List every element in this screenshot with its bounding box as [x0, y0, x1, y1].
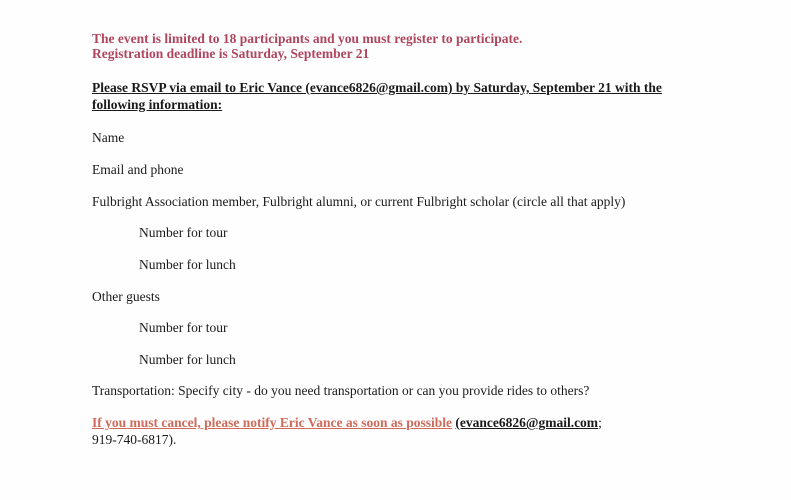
cancellation-email: (evance6826@gmail.com [455, 415, 599, 430]
field-transportation: Transportation: Specify city - do you need transportation or can you provide rides to others? [92, 383, 590, 398]
cancellation-notice [92, 415, 602, 431]
cancellation-separator: ; [598, 415, 602, 430]
registration-deadline-notice: Registration deadline is Saturday, September 21 [92, 46, 370, 61]
field-guest-lunch-count: Number for lunch [139, 352, 236, 367]
rsvp-instructions-line1: Please RSVP via email to Eric Vance (evance6826@gmail.com) by Saturday, September 21 with the [92, 80, 662, 95]
field-fulbright-status: Fulbright Association member, Fulbright alumni, or current Fulbright scholar (circle all that apply) [92, 194, 626, 209]
field-other-guests: Other guests [92, 289, 160, 304]
cancellation-phone: 919-740-6817). [92, 432, 177, 447]
field-guest-tour-count: Number for tour [139, 320, 228, 335]
cancellation-text: If you must cancel, please notify Eric Vance as soon as possible [92, 415, 453, 430]
field-name: Name [92, 130, 125, 145]
participant-limit-notice: The event is limited to 18 participants and you must register to participate. [92, 31, 523, 46]
field-lunch-count: Number for lunch [139, 257, 236, 272]
field-tour-count: Number for tour [139, 225, 228, 240]
field-email-phone: Email and phone [92, 162, 184, 177]
rsvp-instructions-line2: following information: [92, 97, 223, 112]
